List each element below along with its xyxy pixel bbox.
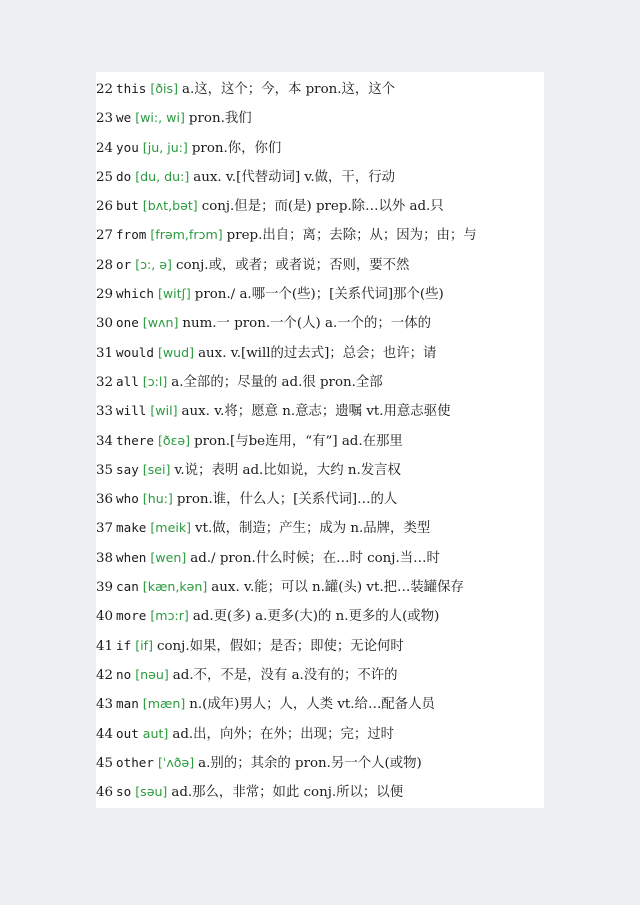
entry-definition: conj.或，或者；或者说；否则，要不然 xyxy=(175,257,410,273)
list-item xyxy=(96,631,544,660)
list-item xyxy=(96,748,544,777)
entry-word: would xyxy=(116,344,154,360)
entry-word: can xyxy=(116,579,139,595)
list-item xyxy=(96,338,544,367)
entry-phonetic: [wʌn] xyxy=(142,315,179,331)
entry-definition: aux. v.将；愿意 n.意志；遗嘱 vt.用意志驱使 xyxy=(181,404,451,420)
list-item xyxy=(96,250,544,279)
entry-number: 24 xyxy=(96,140,114,156)
list-item xyxy=(96,572,544,601)
entry-number: 46 xyxy=(96,785,114,801)
entry-number: 41 xyxy=(96,638,114,654)
entry-word: out xyxy=(116,725,139,741)
entry-definition: aux. v.[代替动词] v.做，干，行动 xyxy=(193,169,395,185)
entry-number: 30 xyxy=(96,316,114,332)
entry-word: when xyxy=(116,549,147,565)
entry-number: 25 xyxy=(96,169,114,185)
entry-phonetic: [if] xyxy=(135,637,153,653)
entry-word: other xyxy=(116,754,154,770)
entry-word: say xyxy=(116,461,139,477)
entry-phonetic: [ðis] xyxy=(150,81,178,96)
entry-word: more xyxy=(116,608,147,624)
vocabulary-list xyxy=(96,74,544,806)
entry-word: all xyxy=(116,373,139,389)
vocabulary-page xyxy=(96,72,544,808)
entry-definition: pron.我们 xyxy=(188,111,252,127)
entry-phonetic: [meik] xyxy=(150,520,192,536)
entry-phonetic: [wud] xyxy=(157,344,195,360)
entry-definition: prep.出自；离；去除；从；因为；由；与 xyxy=(226,228,477,244)
entry-word: make xyxy=(116,520,147,536)
entry-definition: ad./ pron.什么时候；在…时 conj.当…时 xyxy=(190,550,440,566)
entry-definition: vt.做，制造；产生；成为 n.品牌，类型 xyxy=(195,521,431,537)
list-item xyxy=(96,279,544,308)
list-item xyxy=(96,601,544,630)
entry-phonetic: [hu:] xyxy=(142,491,173,507)
entry-phonetic: [nəu] xyxy=(135,666,169,682)
entry-phonetic: aut] xyxy=(142,725,169,741)
list-item xyxy=(96,484,544,513)
entry-word: will xyxy=(116,403,147,419)
entry-phonetic: [ˈʌðə] xyxy=(157,754,195,770)
entry-phonetic: [du, du:] xyxy=(135,168,190,184)
entry-phonetic: [ɔ:, ə] xyxy=(135,256,172,272)
entry-phonetic: [bʌt,bət] xyxy=(142,198,198,214)
entry-phonetic: [witʃ] xyxy=(157,286,191,302)
entry-phonetic: [frəm,frɔm] xyxy=(150,227,223,243)
entry-number: 31 xyxy=(96,345,114,361)
entry-number: 40 xyxy=(96,609,114,625)
entry-number: 35 xyxy=(96,462,114,478)
entry-definition: ad.那么，非常；如此 conj.所以；以便 xyxy=(171,785,404,801)
list-item xyxy=(96,367,544,396)
list-item xyxy=(96,162,544,191)
entry-word: man xyxy=(116,696,139,712)
entry-number: 39 xyxy=(96,580,114,596)
list-item xyxy=(96,191,544,220)
entry-definition: ad.出，向外；在外；出现；完；过时 xyxy=(172,726,395,742)
entry-phonetic: [səu] xyxy=(135,784,168,800)
entry-word: there xyxy=(116,432,154,448)
entry-word: one xyxy=(116,315,139,331)
entry-number: 32 xyxy=(96,374,114,390)
entry-definition: a.这，这个；今，本 pron.这，这个 xyxy=(181,82,396,97)
entry-phonetic: [mæn] xyxy=(142,696,186,712)
entry-phonetic: [wil] xyxy=(150,403,178,419)
entry-definition: conj.但是；而(是) prep.除…以外 ad.只 xyxy=(201,199,444,215)
entry-phonetic: [sei] xyxy=(142,461,171,477)
entry-definition: a.全部的；尽量的 ad.很 pron.全部 xyxy=(171,374,383,390)
entry-number: 37 xyxy=(96,521,114,537)
list-item xyxy=(96,396,544,425)
entry-number: 45 xyxy=(96,755,114,771)
entry-phonetic: [wen] xyxy=(150,549,187,565)
list-item xyxy=(96,133,544,162)
entry-number: 23 xyxy=(96,111,114,127)
entry-number: 28 xyxy=(96,257,114,273)
entry-definition: pron./ a.哪一个(些)；[关系代词]那个(些) xyxy=(194,287,444,303)
entry-number: 36 xyxy=(96,492,114,508)
entry-phonetic: [mɔ:r] xyxy=(150,608,189,624)
entry-definition: v.说；表明 ad.比如说，大约 n.发言权 xyxy=(174,462,401,478)
entry-number: 34 xyxy=(96,433,114,449)
list-item xyxy=(96,719,544,748)
list-item xyxy=(96,777,544,806)
list-item xyxy=(96,74,544,103)
entry-phonetic: [wi:, wi] xyxy=(135,110,185,126)
entry-word: or xyxy=(116,256,132,272)
entry-number: 22 xyxy=(96,82,114,97)
entry-definition: pron.[与be连用，“有”] ad.在那里 xyxy=(194,433,403,449)
entry-definition: a.别的；其余的 pron.另一个人(或物) xyxy=(198,755,422,771)
entry-definition: num.一 pron.一个(人) a.一个的；一体的 xyxy=(182,316,431,332)
entry-phonetic: [kæn,kən] xyxy=(142,579,208,595)
list-item xyxy=(96,308,544,337)
entry-number: 33 xyxy=(96,404,114,420)
entry-definition: aux. v.[will的过去式]；总会；也许；请 xyxy=(198,345,437,361)
list-item xyxy=(96,103,544,132)
entry-word: which xyxy=(116,286,154,302)
entry-number: 43 xyxy=(96,697,114,713)
entry-phonetic: [ju, ju:] xyxy=(142,139,188,155)
entry-definition: ad.不，不是，没有 a.没有的；不许的 xyxy=(172,667,398,683)
entry-word: we xyxy=(116,110,132,126)
entry-number: 42 xyxy=(96,667,114,683)
entry-phonetic: [ɔ:l] xyxy=(142,373,168,389)
entry-definition: pron.你，你们 xyxy=(191,140,282,156)
entry-word: no xyxy=(116,666,132,682)
entry-phonetic: [ðɛə] xyxy=(157,432,191,448)
list-item xyxy=(96,426,544,455)
entry-number: 27 xyxy=(96,228,114,244)
list-item xyxy=(96,220,544,249)
entry-word: this xyxy=(116,81,147,96)
entry-word: but xyxy=(116,198,139,214)
list-item xyxy=(96,660,544,689)
list-item xyxy=(96,513,544,542)
entry-definition: aux. v.能；可以 n.罐(头) vt.把…装罐保存 xyxy=(211,580,464,596)
entry-word: who xyxy=(116,491,139,507)
entry-number: 26 xyxy=(96,199,114,215)
entry-word: if xyxy=(116,637,132,653)
list-item xyxy=(96,689,544,718)
entry-word: you xyxy=(116,139,139,155)
entry-definition: ad.更(多) a.更多(大)的 n.更多的人(或物) xyxy=(192,609,440,625)
entry-word: so xyxy=(116,784,132,800)
entry-word: do xyxy=(116,168,132,184)
entry-definition: conj.如果，假如；是否；即使；无论何时 xyxy=(156,638,404,654)
list-item xyxy=(96,543,544,572)
entry-number: 38 xyxy=(96,550,114,566)
entry-number: 44 xyxy=(96,726,114,742)
list-item xyxy=(96,455,544,484)
entry-word: from xyxy=(116,227,147,243)
entry-definition: pron.谁，什么人；[关系代词]…的人 xyxy=(176,492,398,508)
entry-definition: n.(成年)男人；人，人类 vt.给…配备人员 xyxy=(189,697,435,713)
entry-number: 29 xyxy=(96,287,114,303)
